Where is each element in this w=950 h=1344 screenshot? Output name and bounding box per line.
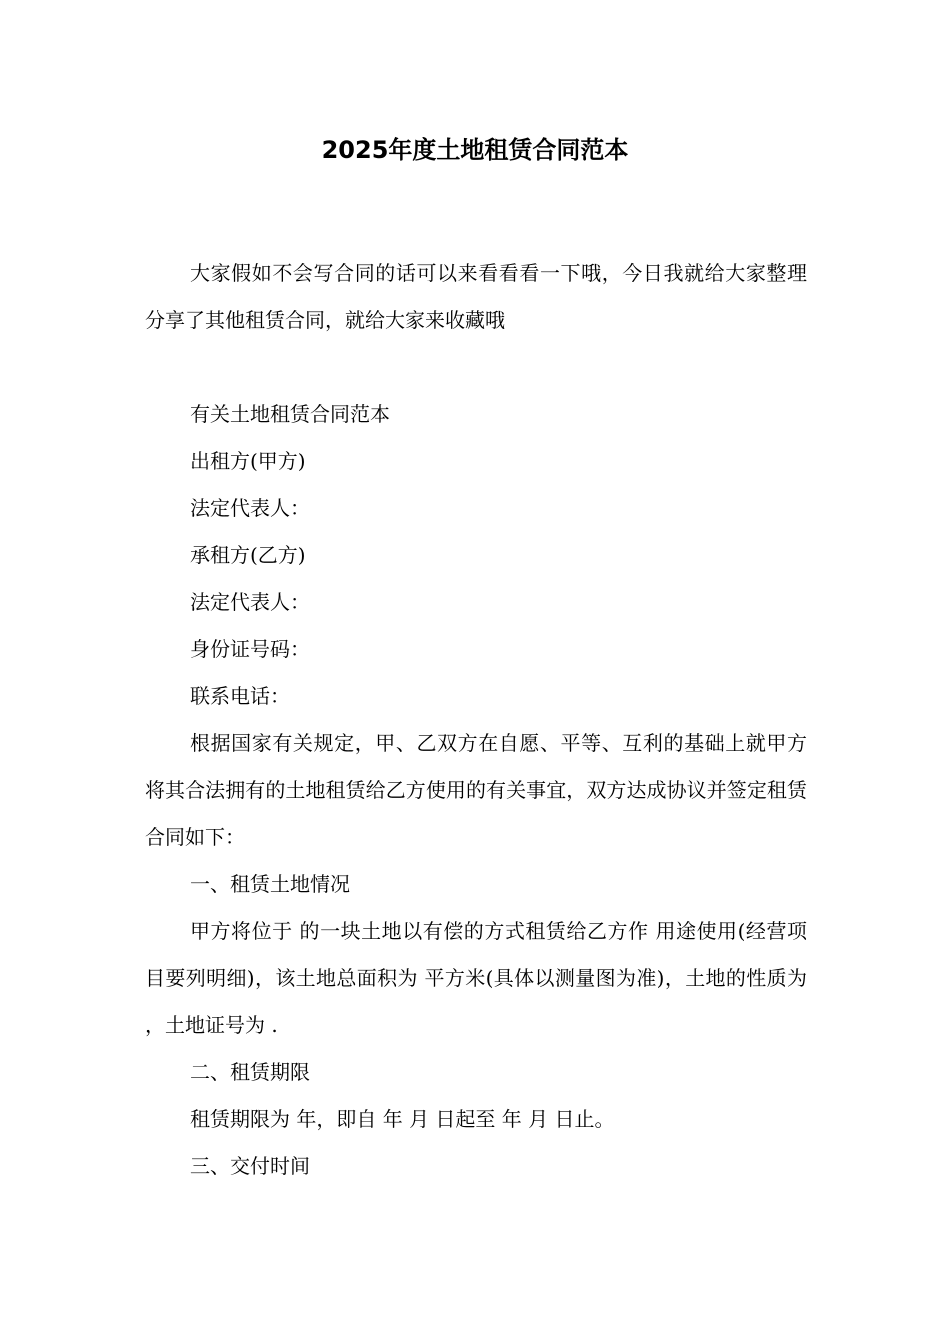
agreement-paragraph: 根据国家有关规定，甲、乙双方在自愿、平等、互利的基础上就甲方将其合法拥有的土地租赁给乙方使用的有关事宜，双方达成协议并签定租赁合同如下： — [145, 731, 807, 849]
phone-line: 联系电话： — [190, 684, 290, 708]
document-body — [145, 250, 807, 1190]
section-1-paragraph: 甲方将位于 的一块土地以有偿的方式租赁给乙方作 用途使用(经营项目要列明细)，该土地总面积为 平方米(具体以测量图为准)，土地的性质为 ，土地证号为 . — [145, 919, 807, 1037]
document-title: 2025年度土地租赁合同范本 — [321, 136, 629, 164]
contract-heading: 有关土地租赁合同范本 — [190, 402, 390, 426]
section-1-heading: 一、租赁土地情况 — [190, 872, 350, 896]
lessee-representative-line: 法定代表人： — [190, 590, 310, 614]
lessor-line: 出租方(甲方) — [190, 449, 306, 473]
id-number-line: 身份证号码： — [190, 637, 310, 661]
section-2-paragraph: 租赁期限为 年，即自 年 月 日起至 年 月 日止。 — [190, 1107, 615, 1131]
intro-paragraph: 大家假如不会写合同的话可以来看看看一下哦，今日我就给大家整理分享了其他租赁合同，就给大家来收藏哦 — [145, 261, 807, 332]
section-2-heading: 二、租赁期限 — [190, 1060, 310, 1084]
lessee-line: 承租方(乙方) — [190, 543, 306, 567]
paragraph-gap — [145, 344, 807, 391]
section-3-heading: 三、交付时间 — [190, 1154, 310, 1178]
lessor-representative-line: 法定代表人： — [190, 496, 310, 520]
